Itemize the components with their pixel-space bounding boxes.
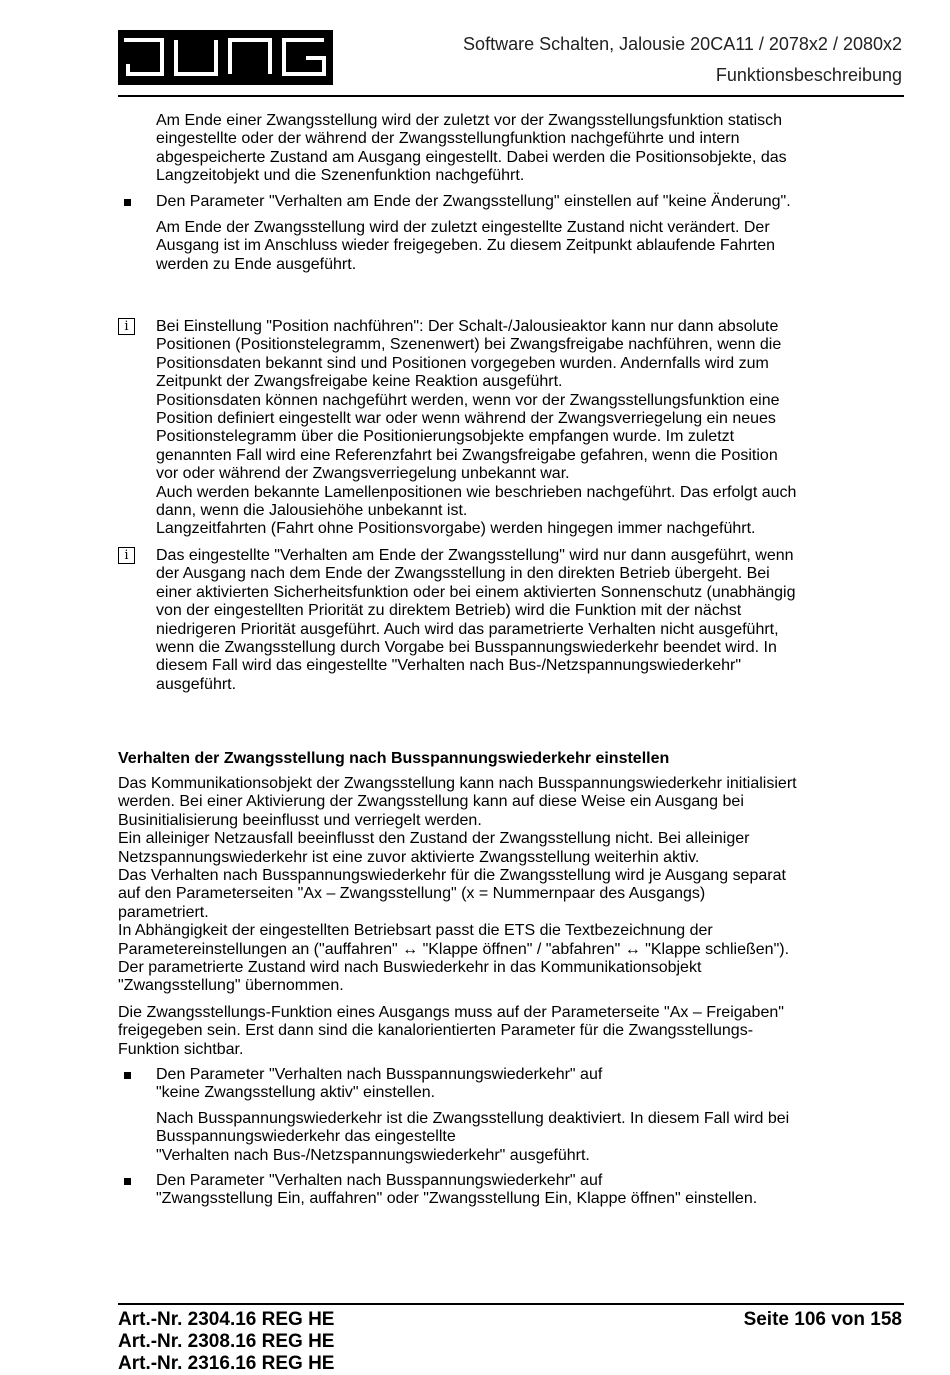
- bullet-marker: [124, 199, 131, 206]
- text-line: Parametereinstellungen an ("auffahren" ↔ "Klappe öffnen" / "abfahren" ↔ "Klappe schließen").: [118, 940, 790, 958]
- text-line: Den Parameter "Verhalten nach Busspannungswiederkehr" auf: [156, 1066, 603, 1083]
- text-line: freigegeben sein. Erst dann sind die kanalorientierten Parameter für die Zwangsstellungs-: [118, 1022, 754, 1040]
- text-line: Das Kommunikationsobjekt der Zwangsstellung kann nach Busspannungswiederkehr initialisiert: [118, 775, 797, 792]
- jung-logo: [118, 30, 333, 85]
- text-line: Businitialisierung beeinflusst und verriegelt werden.: [118, 811, 482, 829]
- text-line: eingestellte oder der während der Zwangsstellungfunktion nachgeführte und intern: [156, 130, 740, 148]
- bullet-marker: [124, 1178, 131, 1185]
- text-line: niedrigeren Priorität ausgeführt. Auch wird das parametrierte Verhalten nicht ausgeführt,: [156, 620, 779, 638]
- text-line: Langzeitobjekt und die Szenenfunktion nachgeführt.: [156, 167, 525, 185]
- paragraph-forced-end: [156, 112, 787, 186]
- text-line: Das Verhalten nach Busspannungswiederkehr für die Zwangsstellung wird je Ausgang separat: [118, 867, 786, 885]
- info-note-behaviour: [156, 547, 796, 694]
- footer-rule: [118, 1303, 904, 1305]
- text-line: Langzeitfahrten (Fahrt ohne Positionsvorgabe) werden hingegen immer nachgeführt.: [156, 520, 756, 538]
- info-icon: i: [118, 318, 135, 335]
- text-line: Ausgang ist im Anschluss wieder freigegeben. Zu diesem Zeitpunkt ablaufende Fahrten: [156, 237, 776, 255]
- text-line: Der parametrierte Zustand wird nach Buswiederkehr in das Kommunikationsobjekt: [118, 959, 702, 977]
- text-line: "Verhalten nach Bus-/Netzspannungswiederkehr" ausgeführt.: [156, 1146, 590, 1164]
- document-subtitle: Funktionsbeschreibung: [715, 65, 902, 85]
- text-line: diesem Fall wird das eingestellte "Verhalten nach Bus-/Netzspannungswiederkehr": [156, 657, 742, 675]
- text-line: ausgeführt.: [156, 675, 237, 693]
- text-line: Den Parameter "Verhalten nach Busspannungswiederkehr" auf: [156, 1172, 603, 1189]
- text-line: Nach Busspannungswiederkehr ist die Zwangsstellung deaktiviert. In diesem Fall wird bei: [156, 1110, 790, 1127]
- text-line: Positionen (Positionstelegramm, Szenenwert) bei Zwangsfreigabe nachführen, wenn die: [156, 336, 782, 354]
- text-line: genannten Fall wird eine Referenzfahrt bei Zwangsfreigabe gefahren, wenn die Position: [156, 446, 778, 464]
- info-note-position: [156, 318, 796, 539]
- text-line: "keine Zwangsstellung aktiv" einstellen.: [156, 1084, 436, 1102]
- article-numbers: [118, 1309, 334, 1375]
- text-line: werden zu Ende ausgeführt.: [156, 255, 357, 273]
- bullet-instruction: [156, 193, 791, 211]
- bullet-instruction: [156, 1172, 757, 1209]
- section-paragraph: [118, 1004, 784, 1059]
- text-line: Am Ende einer Zwangsstellung wird der zuletzt vor der Zwangsstellungsfunktion statisch: [156, 112, 783, 129]
- text-line: der Ausgang nach dem Ende der Zwangsstellung in den direkten Betrieb übergeht. Bei: [156, 565, 770, 583]
- text-line: Zeitpunkt der Zwangsfreigabe keine Reaktion ausgeführt.: [156, 373, 563, 391]
- bullet-instruction: [156, 1066, 602, 1103]
- text-line: Funktion sichtbar.: [118, 1040, 244, 1058]
- text-line: dann, wenn die Jalousiehöhe unbekannt ist.: [156, 502, 468, 520]
- text-line: Positionstelegramm über die Positionierungsobjekte empfangen wurde. Im zuletzt: [156, 428, 735, 446]
- text-line: In Abhängigkeit der eingestellten Betriebsart passt die ETS die Textbezeichnung der: [118, 922, 713, 940]
- text-line: parametriert.: [118, 903, 209, 921]
- text-line: Busspannungswiederkehr das eingestellte: [156, 1128, 456, 1146]
- document-title: Software Schalten, Jalousie 20CA11 / 2078x2 / 2080x2: [463, 34, 902, 54]
- text-line: einer aktivierten Sicherheitsfunktion oder bei einem aktivierten Sonnenschutz (unabhängig: [156, 583, 796, 601]
- paragraph-no-change: [156, 219, 775, 274]
- text-line: Auch werden bekannte Lamellenpositionen wie beschrieben nachgeführt. Das erfolgt auch: [156, 483, 797, 501]
- text-line: Bei Einstellung "Position nachführen": Der Schalt-/Jalousieaktor kann nur dann absolute: [156, 318, 779, 335]
- article-number: Art.-Nr. 2304.16 REG HE: [118, 1309, 335, 1330]
- text-line: Das eingestellte "Verhalten am Ende der Zwangsstellung" wird nur dann ausgeführt, wenn: [156, 547, 794, 564]
- article-number: Art.-Nr. 2308.16 REG HE: [118, 1331, 335, 1352]
- text-line: Position definiert eingestellt war oder wenn während der Zwangsverriegelung ein neues: [156, 410, 776, 428]
- section-heading: Verhalten der Zwangsstellung nach Busspannungswiederkehr einstellen: [118, 750, 670, 767]
- text-line: Netzspannungswiederkehr ist eine zuvor aktivierte Zwangsstellung weiterhin aktiv.: [118, 848, 700, 866]
- page-number: Seite 106 von 158: [743, 1309, 902, 1330]
- text-line: wenn die Zwangsstellung durch Vorgabe bei Busspannungswiederkehr beendet wird. In: [156, 639, 777, 657]
- text-line: Den Parameter "Verhalten am Ende der Zwangsstellung" einstellen auf "keine Änderung".: [156, 193, 791, 210]
- text-line: "Zwangsstellung" übernommen.: [118, 977, 344, 995]
- text-line: Am Ende der Zwangsstellung wird der zuletzt eingestellte Zustand nicht verändert. Der: [156, 219, 770, 236]
- text-line: Ein alleiniger Netzausfall beeinflusst den Zustand der Zwangsstellung nicht. Bei alleiniger: [118, 830, 750, 848]
- section-paragraph: [118, 775, 797, 996]
- text-line: vor oder während der Zwangsverriegelung unbekannt war.: [156, 465, 570, 483]
- text-line: abgespeicherte Zustand am Ausgang eingestellt. Dabei werden die Positionsobjekte, das: [156, 148, 787, 166]
- info-icon: i: [118, 547, 135, 564]
- paragraph-deactivated: [156, 1110, 789, 1165]
- jung-logo-graphic: [118, 30, 333, 85]
- text-line: Positionsdaten können nachgeführt werden, wenn vor der Zwangsstellungsfunktion eine: [156, 391, 780, 409]
- text-line: auf den Parameterseiten "Ax – Zwangsstellung" (x = Nummernpaar des Ausgangs): [118, 885, 706, 903]
- text-line: werden. Bei einer Aktivierung der Zwangsstellung kann auf diese Weise ein Ausgang bei: [118, 793, 744, 811]
- bullet-marker: [124, 1072, 131, 1079]
- text-line: Positionsdaten bekannt sind und Positionen vorgegeben wurden. Andernfalls wird zum: [156, 354, 769, 372]
- header-rule: [118, 95, 904, 97]
- text-line: von der eingestellten Priorität zu direktem Betrieb) wird die Funktion mit der nächst: [156, 602, 742, 620]
- text-line: Die Zwangsstellungs-Funktion eines Ausgangs muss auf der Parameterseite "Ax – Freigaben": [118, 1004, 784, 1021]
- article-number: Art.-Nr. 2316.16 REG HE: [118, 1353, 335, 1374]
- text-line: "Zwangsstellung Ein, auffahren" oder "Zwangsstellung Ein, Klappe öffnen" einstellen.: [156, 1190, 758, 1208]
